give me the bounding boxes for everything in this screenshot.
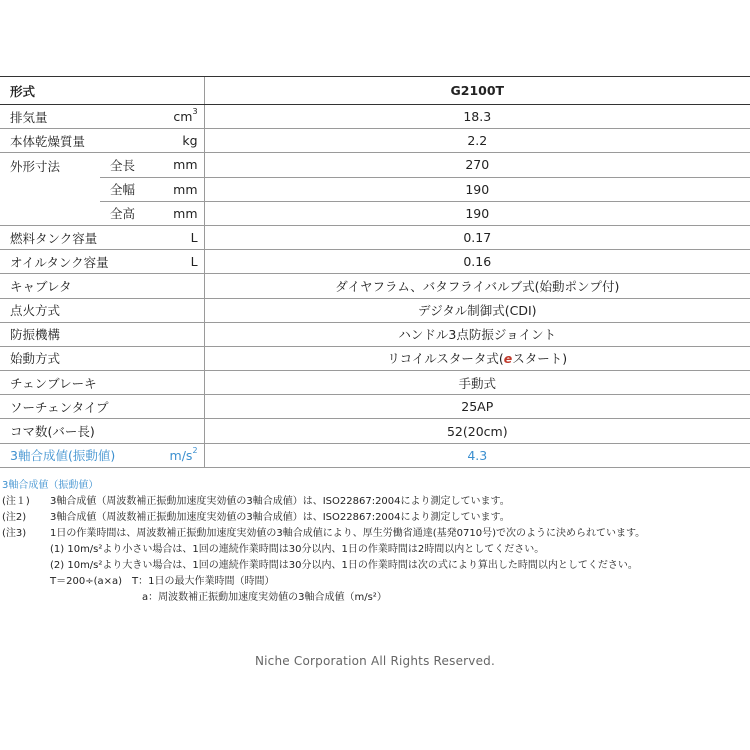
row-value: 270	[204, 153, 750, 177]
notes-caption: 3軸合成値（振動値）	[2, 480, 99, 491]
note-3-item-1: (1) 10m/s²より小さい場合は、1回の連続作業時間は30分以内、1日の作業時間は2時間以内としてください。	[50, 544, 545, 555]
note-text: 1日の作業時間は、周波数補正振動加速度実効値の3軸合成値により、厚生労働省通達(基発0710号)で次のように決められています。	[50, 528, 646, 539]
row-value: 18.3	[204, 105, 750, 129]
row-unit: mm	[158, 153, 204, 177]
note-2	[2, 510, 748, 526]
header-model: G2100T	[204, 77, 750, 105]
table-row	[0, 274, 750, 298]
row-unit: mm	[158, 201, 204, 225]
table-row	[0, 177, 750, 201]
row-unit: $cm^3$	[158, 105, 204, 129]
row-value: 190	[204, 177, 750, 201]
note-text: 3軸合成値（周波数補正振動加速度実効値の3軸合成値）は、ISO22867:2004により測定しています。	[50, 496, 510, 507]
notes-section	[2, 478, 748, 606]
row-unit: $m/s^2$	[158, 443, 204, 467]
sub-label: 全幅	[100, 177, 158, 201]
row-label: 外形寸法	[0, 153, 100, 226]
table-row	[0, 298, 750, 322]
table-row	[0, 419, 750, 443]
row-value: ハンドル3点防振ジョイント	[204, 322, 750, 346]
row-unit: L	[158, 250, 204, 274]
row-value: リコイルスタータ式(eスタート)	[204, 346, 750, 370]
table-row	[0, 322, 750, 346]
note-3-item-2: (2) 10m/s²より大きい場合は、1回の連続作業時間は30分以内、1日の作業時間は次の式により算出した時間以内としてください。	[50, 560, 638, 571]
e-start-logo: e	[503, 351, 513, 367]
table-row	[0, 129, 750, 153]
row-label: 燃料タンク容量	[0, 225, 158, 249]
row-value: 52(20cm)	[204, 419, 750, 443]
row-label: コマ数(バー長)	[0, 419, 204, 443]
table-row	[0, 153, 750, 177]
row-value: 25AP	[204, 395, 750, 419]
row-value: デジタル制御式(CDI)	[204, 298, 750, 322]
row-unit: kg	[158, 129, 204, 153]
header-label: 形式	[0, 77, 204, 105]
row-label: オイルタンク容量	[0, 250, 158, 274]
row-label: 防振機構	[0, 322, 204, 346]
note-label: (注2)	[2, 512, 27, 523]
row-label: キャブレタ	[0, 274, 204, 298]
row-label: チェンブレーキ	[0, 371, 204, 395]
row-label: 本体乾燥質量	[0, 129, 158, 153]
row-unit: mm	[158, 177, 204, 201]
note-3-formula-a: a：周波数補正振動加速度実効値の3軸合成値（m/s²）	[142, 592, 387, 603]
sub-label: 全長	[100, 153, 158, 177]
row-value: 手動式	[204, 371, 750, 395]
note-3-formula: T＝200÷(a×a) T：1日の最大作業時間（時間）	[50, 576, 275, 587]
note-label: (注１)	[2, 496, 30, 507]
note-1	[2, 494, 748, 510]
table-row	[0, 105, 750, 129]
row-value: 0.17	[204, 225, 750, 249]
spec-table	[0, 76, 750, 468]
sub-label: 全高	[100, 201, 158, 225]
row-label: 3軸合成値(振動値)	[0, 443, 158, 467]
row-label: 始動方式	[0, 346, 204, 370]
note-label: (注3)	[2, 528, 27, 539]
table-row	[0, 225, 750, 249]
table-row	[0, 443, 750, 467]
row-value: 4.3	[204, 443, 750, 467]
table-row	[0, 371, 750, 395]
table-row	[0, 346, 750, 370]
note-text: 3軸合成値（周波数補正振動加速度実効値の3軸合成値）は、ISO22867:2004により測定しています。	[50, 512, 510, 523]
row-label: 点火方式	[0, 298, 204, 322]
row-label: 排気量	[0, 105, 158, 129]
table-row	[0, 250, 750, 274]
row-value: 190	[204, 201, 750, 225]
row-label: ソーチェンタイプ	[0, 395, 204, 419]
row-unit: L	[158, 225, 204, 249]
table-row	[0, 395, 750, 419]
copyright-footer: Niche Corporation All Rights Reserved.	[254, 654, 496, 668]
row-value: ダイヤフラム、バタフライバルブ式(始動ポンプ付)	[204, 274, 750, 298]
table-row	[0, 201, 750, 225]
table-header-row	[0, 77, 750, 105]
row-value: 2.2	[204, 129, 750, 153]
row-value: 0.16	[204, 250, 750, 274]
note-3	[2, 526, 748, 542]
